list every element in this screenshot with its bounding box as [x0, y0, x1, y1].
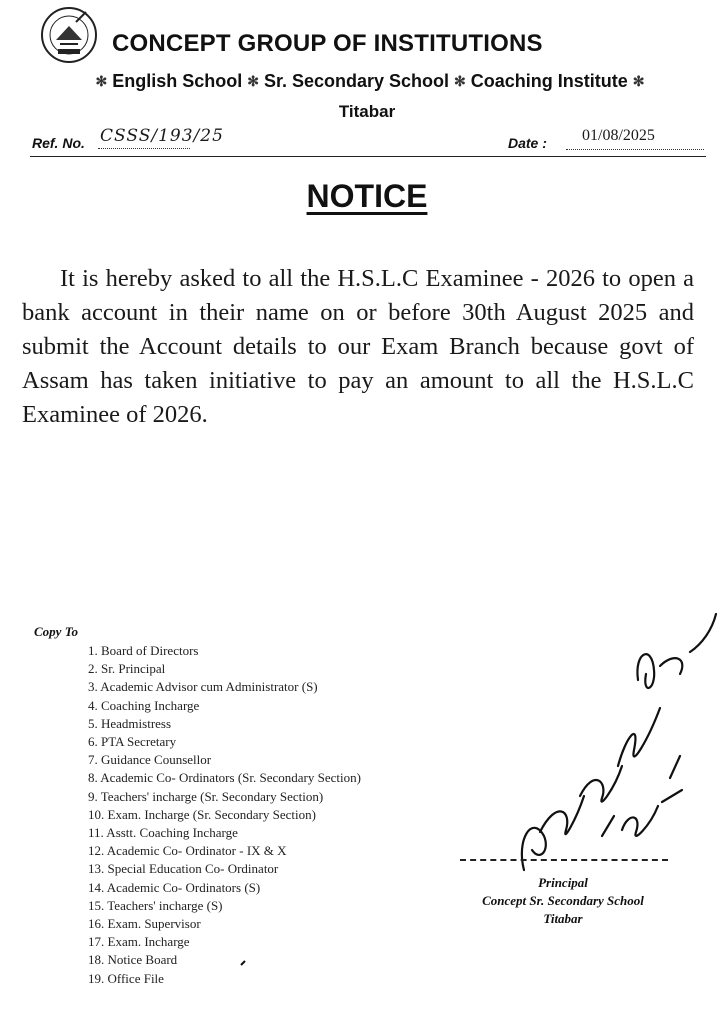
- list-item: 11. Asstt. Coaching Incharge: [88, 825, 238, 841]
- list-item: 16. Exam. Supervisor: [88, 916, 201, 932]
- separator-icon: ✻: [95, 73, 108, 89]
- date-dotted-line: [566, 149, 704, 150]
- header-divider: [30, 156, 706, 157]
- copy-to-label: Copy To: [34, 624, 78, 639]
- notice-title: NOTICE: [306, 178, 428, 214]
- list-item: 13. Special Education Co- Ordinator: [88, 861, 279, 877]
- list-item: 3. Academic Advisor cum Administrator (S): [88, 679, 318, 695]
- ref-label: Ref. No.: [32, 135, 85, 151]
- wing-sr-secondary-school: Sr. Secondary School: [263, 71, 450, 91]
- ink-mark: [240, 960, 246, 966]
- copy-to-list: [88, 642, 361, 988]
- signatory-place: Titabar: [543, 911, 583, 926]
- list-item: 10. Exam. Incharge (Sr. Secondary Section): [88, 806, 316, 822]
- separator-icon: ✻: [247, 73, 259, 89]
- ref-number: CSSS/193/25: [100, 126, 224, 146]
- signature-line: [460, 859, 668, 861]
- list-item: 15. Teachers' incharge (S): [88, 897, 223, 913]
- list-item: 2. Sr. Principal: [88, 661, 166, 677]
- notice-body: It is hereby asked to all the H.S.L.C Examinee - 2026 to open a bank account in their name on or before 30th August 2025 and submit the Account details to our Exam Branch because govt of Assam has taken initiative to pay an amount to all the H.S.L.C Examinee of 2026.: [22, 265, 694, 428]
- list-item: 7. Guidance Counsellor: [88, 752, 212, 768]
- list-item: 12. Academic Co- Ordinator - IX & X: [88, 843, 287, 859]
- ref-dotted-line: [98, 148, 190, 149]
- signatory-block: [458, 874, 668, 928]
- separator-icon: ✻: [632, 73, 645, 89]
- list-item: 19. Office File: [88, 970, 164, 986]
- place-name: Titabar: [338, 102, 396, 121]
- signatory-school: Concept Sr. Secondary School: [482, 893, 644, 908]
- wing-english-school: English School: [112, 71, 243, 91]
- wings-line: [30, 71, 710, 92]
- list-item: 9. Teachers' incharge (Sr. Secondary Section): [88, 788, 324, 804]
- list-item: 17. Exam. Incharge: [88, 934, 190, 950]
- signatory-title: Principal: [538, 875, 588, 890]
- organization-name: CONCEPT GROUP OF INSTITUTIONS: [112, 30, 543, 57]
- list-item: 1. Board of Directors: [88, 643, 199, 658]
- institution-seal-icon: [40, 6, 98, 64]
- list-item: 6. PTA Secretary: [88, 734, 177, 750]
- list-item: 5. Headmistress: [88, 715, 172, 731]
- list-item: 4. Coaching Incharge: [88, 697, 200, 713]
- list-item: 8. Academic Co- Ordinators (Sr. Secondary Section): [88, 770, 361, 786]
- separator-icon: ✻: [454, 73, 466, 89]
- date-value: 01/08/2025: [582, 127, 655, 144]
- list-item: 14. Academic Co- Ordinators (S): [88, 879, 261, 895]
- date-label: Date :: [508, 135, 547, 151]
- list-item: 18. Notice Board: [88, 952, 178, 968]
- handwritten-signature: [510, 600, 718, 890]
- wing-coaching-institute: Coaching Institute: [470, 71, 628, 91]
